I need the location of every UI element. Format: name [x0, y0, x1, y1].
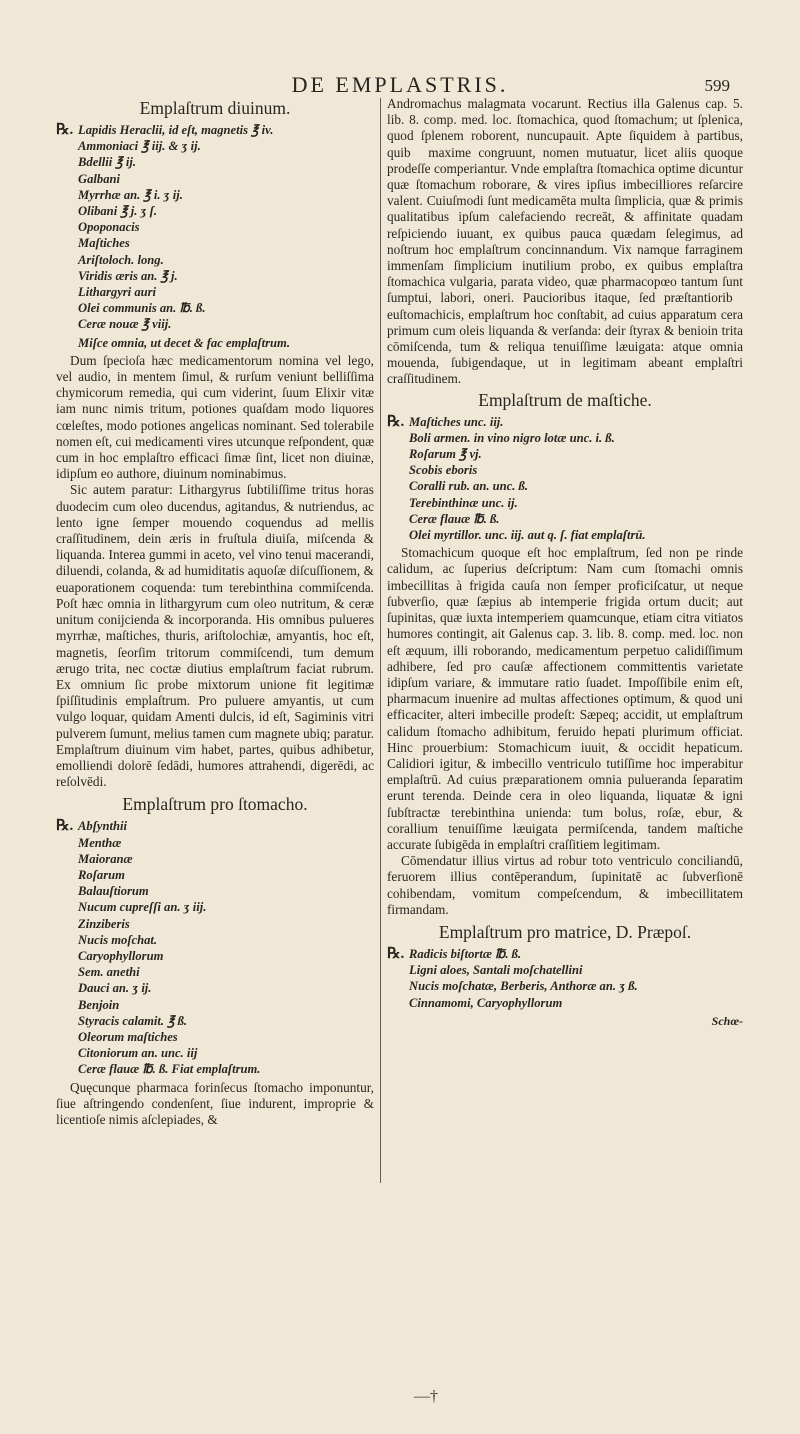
ingredient-name: Olibani ℥ j. ʒ ſ. [78, 204, 157, 219]
recipe-symbol: ℞. [56, 122, 74, 138]
ingredient-name: Ammoniaci ℥ iij. & ʒ ij. [78, 139, 201, 154]
ingredient-name: Ceræ nouæ ℥ viij. [78, 317, 172, 332]
recipe-symbol: ℞. [56, 818, 74, 835]
ingredient-name: Cinnamomi, Caryophyllorum [409, 995, 563, 1010]
ingredient-name: Benjoin [78, 997, 120, 1012]
ingredient-line [56, 203, 374, 219]
ingredient-name: Zinziberis [78, 916, 130, 931]
ingredient-name: Nucis moſchat. [78, 932, 158, 947]
ingredient-line [387, 495, 743, 511]
ingredient-line [387, 430, 743, 446]
ingredient-line [56, 284, 374, 300]
ingredient-name: Olei communis an. ℔. ß. [78, 301, 206, 316]
ingredient-name: Sem. anethi [78, 965, 140, 980]
page-number: 599 [704, 76, 730, 95]
recipe-symbol: ℞. [387, 413, 405, 430]
recipe-pro-stomacho [56, 818, 374, 1077]
ingredient-line [387, 478, 743, 494]
ingredient-line [56, 219, 374, 235]
ingredient-name: Bdellii ℥ ij. [78, 155, 137, 170]
ingredient-line [56, 1029, 374, 1045]
ingredient-line [56, 997, 374, 1013]
ingredient-line [56, 964, 374, 980]
section-title-pro-stomacho: Emplaſtrum pro ſtomacho. [122, 794, 308, 815]
ingredient-name: Dauci an. ʒ ij. [78, 981, 152, 996]
ingredient-name: Opoponacis [78, 220, 140, 235]
ingredient-line [56, 916, 374, 932]
ingredient-name: Ariſtoloch. long. [78, 252, 164, 267]
paragraph: Quęcunque pharmaca forinſecus ſtomacho imponuntur, ſiue aſtringendo condenſent, ſiue indurent, improprie & licentioſe nimis aſclepiades, & [56, 1079, 374, 1127]
ingredient-name: Terebinthinæ unc. ij. [409, 495, 518, 510]
ingredient-line [56, 932, 374, 948]
paragraph: Andromachus malagmata vocarunt. Rectius illa Galenus cap. 5. lib. 8. comp. med. loc. ſtomachica, quod ſtomachum; ut ſplenica, quod ſplenem roborent, nuncupauit. Apte ſiquidem à partibus, quib᷑ maxime congruunt, nomen mutuatur, licet aliis quoque prodeſſe comperiantur. Vnde emplaſtra ſtomachica optime dicuntur quæ ſtomachum roborare, & vires ipſius imbecilliores reſarcire valent. Cuiuſmodi ſunt medicamēta multa ſimplicia, quæ & primis qualitatibus ipſum calefaciendo recreāt, & affinitate quadam reſpiciendo iuuant, ex quibus pauca quædam ſelegimus, ad noſtrum hoc emplaſtrum concinnandum. Vix namque farraginem immenſam ſimplicium inutilium probo, ex quibus emplaſtra ſtomachica vulgaria, parata video, quæ pharmacopœo tantum ſunt ſumptui, labori, oneri. Paucioribus itaque, ſed præſtantiorib᷑ euſtomachicis, emplaſtrum hoc conſtabit, ad cuius apparatum cera primum cum oleis liquanda & verſanda: deir ſtyrax & benioin trita cōmiſcenda, tum & reliqua tenuiſſime læuigata: atque omnia mouenda, ſubigendaque, ut in legitimam abeant emplaſtri craſſitudinem. [387, 96, 743, 387]
ingredient-line [56, 235, 374, 251]
ingredient-line [56, 867, 374, 883]
ingredient-line [56, 187, 374, 203]
ingredient-line [387, 527, 743, 543]
ingredient-line [56, 851, 374, 867]
ingredient-line [56, 835, 374, 851]
ingredient-line [56, 316, 374, 332]
ingredient-name: Boli armen. in vino nigro lotæ unc. i. ß. [409, 430, 615, 445]
ingredient-line [56, 948, 374, 964]
ingredient-line [56, 138, 374, 154]
footer-mark: —† [414, 1388, 438, 1405]
ingredient-name: Lapidis Heraclii, id eſt, magnetis ℥ iv. [78, 123, 274, 137]
ingredient-line [56, 1013, 374, 1029]
recipe-instruction: Miſce omnia, ut decet & fac emplaſtrum. [78, 335, 290, 350]
paragraph: Stomachicum quoque eſt hoc emplaſtrum, ſed non pe rinde calidum, ac ſuperius deſcriptum: Nam cum ſtomachi omnis imbecillitas à frigida cauſa non ſemper proficiſcatur, ut neque ſubverſio, quæ ſæpius ab intemperie frigida ortum ducit; aut ſupinitas, quæ iuxta intemperiem quamcunque, etiam citra vitiatos humores contingit, ait Galenus cap. 3. lib. 8. comp. med. loc. non eſt æquum, illi roborando, medicamentum perpetuo calidiſſimum adhibere, ſed pro cauſæ affectionem committentis varietate idipſum variare, & immutare ratio ſuadet. Impoſſibile enim eſt, pharmacum inuenire ad multas affectiones optimum, & quod uni efficaciter, alteri imbecille prodeſt: Sæpeq; accidit, ut emplaſtrum calidum ſtomacho adhibitum, feruido hepati plurimum officiat. Hinc prouerbium: Stomachicum iuuit, & occidit hepaticum. Calidiori igitur, & imbecillo ventriculo tutiſſime hoc imperabitur emplaſtrū. Ad cuius præparationem omnia pulueranda ſeparatim erunt terenda. Deinde cera in oleo liquanda, liquatæ & igni ſubſtractæ terebinthina unienda: tum bolus, roſæ, ebur, & corallium tenuiſſime læuigata permiſcenda, tandem maſtiche accurate ſubigēda in emplaſtri craſſitiem legitimam. [387, 545, 743, 852]
ingredient-name: Viridis æris an. ℥ j. [78, 268, 178, 283]
ingredient-line [56, 1045, 374, 1061]
section-title-emplastrum-divinum: Emplaſtrum diuinum. [139, 98, 291, 118]
column-divider [380, 98, 381, 1183]
ingredient-name: Styracis calamit. ℥ ß. [78, 1013, 188, 1028]
ingredient-name: Lithargyri auri [78, 285, 157, 300]
ingredient-name: Maioranæ [78, 851, 133, 866]
ingredient-name: Radicis biſtortæ ℔. ß. [409, 946, 522, 961]
ingredient-name: Abſynthii [78, 819, 127, 834]
ingredient-line [56, 268, 374, 284]
paragraph: Dum ſpecioſa hæc medicamentorum nomina vel lego, vel audio, in mentem ſimul, & rurſum veniunt belliſſima chymicorum remedia, qui cum viderint, ſuum Elixir vitæ iam nunc nimis tritum, potiones quaſdam modo liquores cœleſtes, modo potiones angelicas nominant. Sed tolerabile nomen eſt, cui medicamenti vires utcunque reſpondent, quæ cum in hoc emplaſtro efficaci ſimæ ſint, licet non diuinæ, idipſum eo authore, diuinum nominabimus. [56, 352, 374, 482]
ingredient-line [56, 122, 374, 138]
ingredient-line [56, 980, 374, 996]
ingredient-name: Maſtiches [78, 236, 130, 251]
ingredient-name: Scobis eboris [409, 463, 478, 478]
ingredient-name: Caryophyllorum [78, 948, 164, 963]
ingredient-name: Coralli rub. an. unc. ß. [409, 479, 528, 494]
recipe-pro-matrice [387, 946, 743, 1011]
ingredient-name: Galbani [78, 171, 120, 186]
ingredient-name: Ligni aloes, Santali moſchatellini [409, 963, 583, 978]
catchword: Schœ- [711, 1013, 743, 1028]
ingredient-line [387, 962, 743, 978]
ingredient-line [387, 511, 743, 527]
recipe-symbol: ℞. [387, 945, 405, 962]
paragraph: Cōmendatur illius virtus ad robur toto ventriculo conciliandū, feruorem illius contēperandum, ſupinitatē ac ſubverſionē cohibendam, vomitum compeſcendum, & imbecillitatem firmandam. [387, 853, 743, 917]
ingredient-line [56, 252, 374, 268]
recipe-de-mastiche [387, 414, 743, 544]
ingredient-line [56, 1061, 374, 1077]
right-column [387, 96, 743, 1029]
recipe-emplastrum-divinum [56, 122, 374, 333]
ingredient-name: Maſtiches unc. iij. [409, 414, 504, 429]
paragraph: Sic autem paratur: Lithargyrus ſubtiliſſime tritus horas duodecim cum oleo ducendus, agitandus, & nutriendus, ac lento igne ſemper mouendo coquendus ad mellis craſſitudinem, dein æris in fruſtula diuiſa, miſcenda & liquanda. Interea gummi in aceto, vel vino tenui macerandi, diluendi, colanda, & ad humiditatis aquoſæ diſcuſſionem, & euaporationem coquenda: tum terebinthina commiſcenda. Poſt hæc omnia in lithargyrum cum oleo nutritum, & ceræ unitum conijcienda & incorporanda. His omnibus pulueres myrrhæ, maſtiches, thuris, ariſtolochiæ, amyantis, hoc eſt, magnetis, ſeorſim tritorum commiſcendi, tum demum ærugo trita, nec coctæ diutius emplaſtrum faciat rubrum. Ex omnium ſic probe mixtorum unione fit legitimæ ſpiſſitudinis emplaſtrum. Pro puluere amyantis, ut cum vulgo loquar, quidam Amenti dulcis, id eſt, Sagiminis vitri pulverem ſumunt, melius tamen cum magnete ubiq; paratur. Emplaſtrum diuinum vim habet, partes, quibus adhibetur, emolliendi dolorē ſedādi, humores attrahendi, digerēdi, ac reſolvēdi. [56, 482, 374, 790]
ingredient-line [387, 946, 743, 962]
running-head: DE EMPLASTRIS. [291, 72, 509, 97]
ingredient-name: Ceræ flauæ ℔. ß. Fiat emplaſtrum. [78, 1062, 261, 1077]
ingredient-name: Roſarum ℥ vj. [409, 447, 482, 462]
section-title-pro-matrice: Emplaſtrum pro matrice, D. Præpoſ. [438, 921, 692, 942]
ingredient-line [387, 462, 743, 478]
ingredient-name: Oleorum maſtiches [78, 1029, 178, 1044]
ingredient-name: Nucis moſchatæ, Berberis, Anthoræ an. ʒ ß. [409, 979, 638, 994]
ingredient-line [387, 414, 743, 430]
ingredient-line [56, 300, 374, 316]
ingredient-name: Ceræ flauæ ℔. ß. [409, 511, 500, 526]
ingredient-line [387, 978, 743, 994]
ingredient-name: Nucum cupreſſi an. ʒ iij. [78, 900, 207, 915]
ingredient-line [56, 883, 374, 899]
ingredient-line [56, 171, 374, 187]
ingredient-line [56, 818, 374, 834]
ingredient-name: Menthæ [78, 835, 122, 850]
ingredient-line [387, 995, 743, 1011]
ingredient-line [56, 154, 374, 170]
section-title-de-mastiche: Emplaſtrum de maſtiche. [478, 389, 652, 410]
ingredient-name: Citoniorum an. unc. iij [78, 1046, 198, 1061]
left-column [56, 96, 374, 1128]
ingredient-name: Balauſtiorum [78, 884, 149, 899]
ingredient-name: Olei myrtillor. unc. iij. aut q. ſ. fiat emplaſtrū. [409, 528, 646, 543]
ingredient-line [387, 446, 743, 462]
ingredient-name: Roſarum [78, 867, 125, 882]
ingredient-name: Myrrhæ an. ℥ i. ʒ ij. [78, 187, 183, 202]
ingredient-line [56, 899, 374, 915]
